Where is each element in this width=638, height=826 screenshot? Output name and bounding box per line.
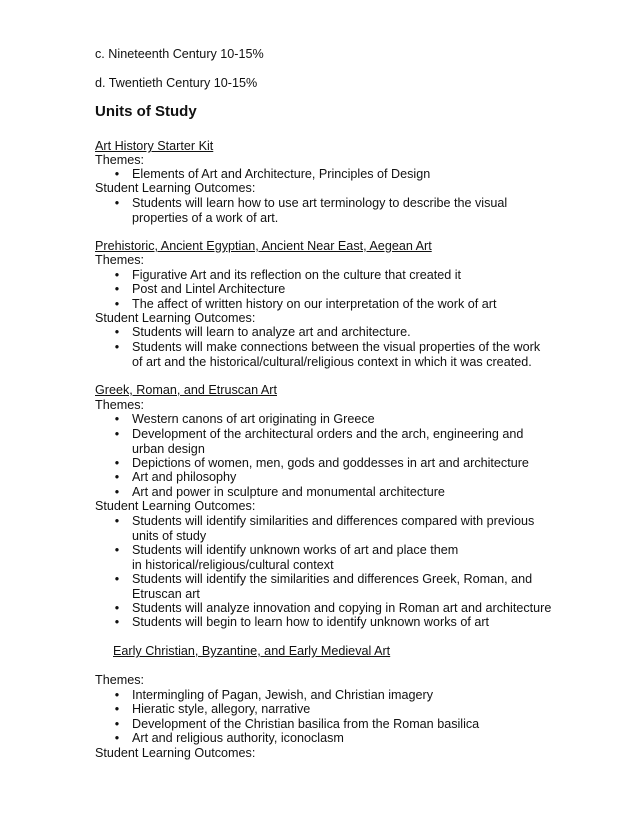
theme-item: Western canons of art originating in Greece xyxy=(132,412,375,426)
unit-title: Art History Starter Kit xyxy=(95,139,214,153)
bullet-icon: • xyxy=(114,325,120,339)
theme-item: Development of the Christian basilica from the Roman basilica xyxy=(132,717,480,731)
theme-item: Post and Lintel Architecture xyxy=(132,282,286,296)
bullet-icon: • xyxy=(114,717,120,731)
outcome-item: Students will learn to analyze art and architecture. xyxy=(132,325,411,339)
theme-item: Art and power in sculpture and monumental architecture xyxy=(132,485,445,499)
bullet-icon: • xyxy=(114,268,120,282)
section-heading: Units of Study xyxy=(95,103,197,120)
theme-item: Intermingling of Pagan, Jewish, and Christian imagery xyxy=(132,688,434,702)
bullet-icon: • xyxy=(114,456,120,470)
unit-title: Early Christian, Byzantine, and Early Medieval Art xyxy=(113,644,391,658)
unit-title: Greek, Roman, and Etruscan Art xyxy=(95,383,277,397)
outcome-item: Students will identify the similarities and differences Greek, Roman, and Etruscan art xyxy=(132,572,533,601)
bullet-icon: • xyxy=(114,688,120,702)
theme-item: Depictions of women, men, gods and goddesses in art and architecture xyxy=(132,456,529,470)
bullet-icon: • xyxy=(114,167,120,181)
themes-label: Themes: xyxy=(95,153,144,167)
bullet-icon: • xyxy=(114,543,120,557)
theme-item: Development of the architectural orders and the arch, engineering and urban design xyxy=(132,427,524,456)
outcome-item: Students will learn how to use art terminology to describe the visual properties of a work of art. xyxy=(132,196,508,225)
bullet-icon: • xyxy=(114,282,120,296)
outcomes-label: Student Learning Outcomes: xyxy=(95,311,256,325)
unit-title: Prehistoric, Ancient Egyptian, Ancient Near East, Aegean Art xyxy=(95,239,432,253)
theme-item: Figurative Art and its reflection on the culture that created it xyxy=(132,268,462,282)
outcome-item: Students will begin to learn how to identify unknown works of art xyxy=(132,615,490,629)
bullet-icon: • xyxy=(114,615,120,629)
list-item-nineteenth-century: c. Nineteenth Century 10-15% xyxy=(95,47,264,61)
list-item-twentieth-century: d. Twentieth Century 10-15% xyxy=(95,76,258,90)
bullet-icon: • xyxy=(114,340,120,354)
bullet-icon: • xyxy=(114,572,120,586)
outcome-item: Students will analyze innovation and copying in Roman art and architecture xyxy=(132,601,552,615)
theme-item: Art and philosophy xyxy=(132,470,237,484)
outcomes-label: Student Learning Outcomes: xyxy=(95,746,256,760)
bullet-icon: • xyxy=(114,196,120,210)
themes-label: Themes: xyxy=(95,253,144,267)
bullet-icon: • xyxy=(114,427,120,441)
bullet-icon: • xyxy=(114,731,120,745)
bullet-icon: • xyxy=(114,601,120,615)
themes-label: Themes: xyxy=(95,673,144,687)
bullet-icon: • xyxy=(114,297,120,311)
theme-item: The affect of written history on our interpretation of the work of art xyxy=(132,297,497,311)
outcome-item: Students will make connections between the visual properties of the work of art and the historical/cultural/religious context in which it was created. xyxy=(132,340,541,369)
bullet-icon: • xyxy=(114,514,120,528)
themes-label: Themes: xyxy=(95,398,144,412)
bullet-icon: • xyxy=(114,412,120,426)
bullet-icon: • xyxy=(114,485,120,499)
outcomes-label: Student Learning Outcomes: xyxy=(95,499,256,513)
theme-item: Art and religious authority, iconoclasm xyxy=(132,731,344,745)
theme-item: Elements of Art and Architecture, Principles of Design xyxy=(132,167,431,181)
bullet-icon: • xyxy=(114,470,120,484)
outcome-item: Students will identify similarities and differences compared with previous units of study xyxy=(132,514,535,543)
theme-item: Hieratic style, allegory, narrative xyxy=(132,702,311,716)
bullet-icon: • xyxy=(114,702,120,716)
outcomes-label: Student Learning Outcomes: xyxy=(95,181,256,195)
outcome-item: Students will identify unknown works of art and place them in historical/religious/cultural context xyxy=(132,543,459,572)
